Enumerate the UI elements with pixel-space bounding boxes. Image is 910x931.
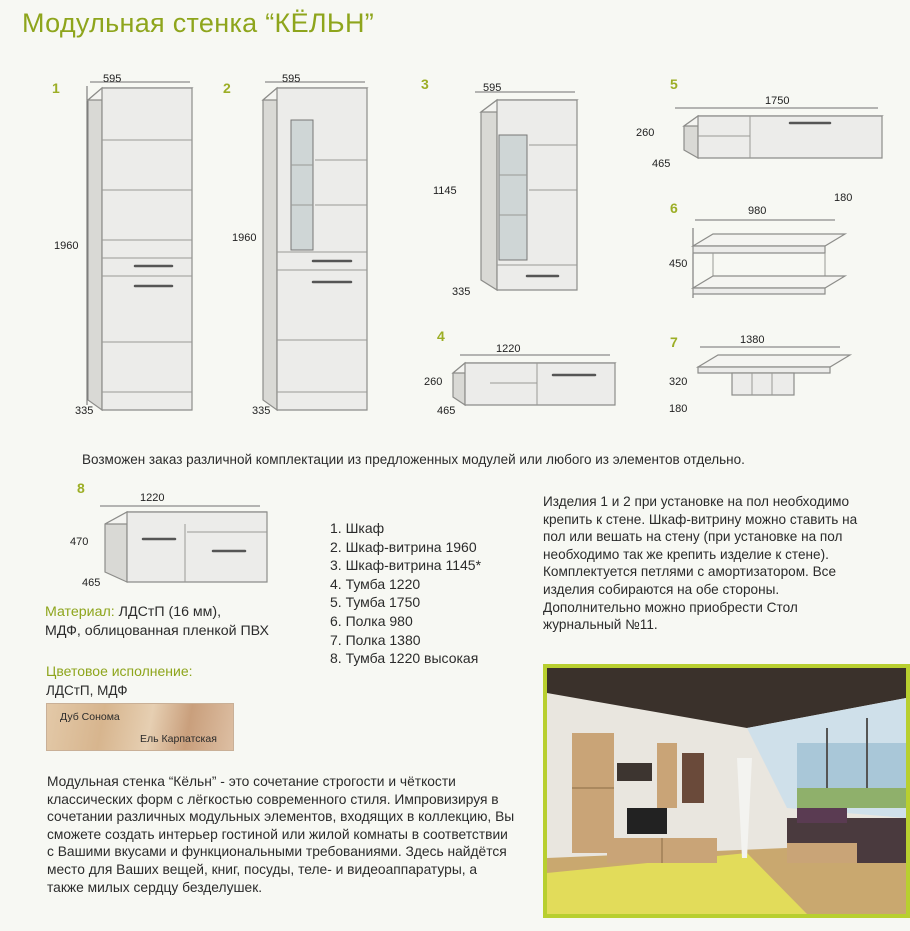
module-6-height: 450	[669, 258, 688, 270]
swatch-label-2: Ель Карпатская	[140, 733, 217, 745]
module-8-number: 8	[77, 480, 85, 496]
color-title: Цветовое исполнение:	[46, 663, 193, 679]
module-7-height: 320	[669, 376, 688, 388]
module-8-drawing	[95, 494, 275, 594]
module-6-number: 6	[670, 200, 678, 216]
module-1-height: 1960	[54, 240, 79, 252]
module-7-width: 1380	[740, 334, 765, 346]
module-5-drawing	[660, 98, 885, 168]
module-6-drawing	[685, 198, 855, 308]
module-6-width: 980	[748, 205, 767, 217]
list-item: 7. Полка 1380	[330, 631, 421, 648]
module-6-depth-top: 180	[834, 192, 853, 204]
module-5-height: 260	[636, 127, 655, 139]
module-list	[330, 519, 481, 668]
module-7-depth: 180	[669, 403, 688, 415]
module-1-drawing	[70, 80, 200, 420]
module-8-depth: 465	[82, 577, 101, 589]
list-item: 4. Тумба 1220	[330, 575, 421, 592]
module-7-drawing	[690, 335, 860, 410]
material-line-1: ЛДСтП (16 мм),	[118, 604, 222, 620]
module-4-number: 4	[437, 328, 445, 344]
module-2-depth: 335	[252, 405, 271, 417]
order-note: Возможен заказ различной комплектации из предложенных модулей или любого из элементов отдельно.	[82, 452, 745, 467]
module-1-depth: 335	[75, 405, 94, 417]
interior-photo-illustration	[547, 668, 906, 914]
material-line-2: МДФ, облицованная пленкой ПВХ	[45, 623, 269, 639]
page-title: Модульная стенка “КЁЛЬН”	[22, 8, 375, 38]
module-1-number: 1	[52, 80, 60, 96]
list-item: 3. Шкаф-витрина 1145*	[330, 557, 482, 574]
module-2-height: 1960	[232, 232, 257, 244]
material-label: Материал:	[45, 604, 115, 620]
module-3-number: 3	[421, 76, 429, 92]
list-item: 6. Полка 980	[330, 612, 413, 629]
installation-note: Изделия 1 и 2 при установке на пол необходимо крепить к стене. Шкаф-витрину можно ставить на пол или вешать на стену (при установке на пол необходимо так же крепить изделие к стене). Комплектуется петлями с амортизатором. Все изделия собираются на обе стороны. Дополнительно можно приобрести Стол журнальный №11.	[543, 494, 858, 633]
module-3-drawing	[455, 90, 585, 300]
module-5-width: 1750	[765, 95, 790, 107]
module-5-number: 5	[670, 76, 678, 92]
list-item: 2. Шкаф-витрина 1960	[330, 538, 477, 555]
module-8-height: 470	[70, 536, 89, 548]
module-3-width: 595	[483, 82, 502, 94]
module-2-width: 595	[282, 73, 301, 85]
module-4-height: 260	[424, 376, 443, 388]
module-8-width: 1220	[140, 492, 165, 504]
material-block	[45, 603, 269, 641]
swatch-label-1: Дуб Сонома	[60, 711, 120, 723]
module-4-depth: 465	[437, 405, 456, 417]
module-3-depth: 335	[452, 286, 471, 298]
list-item: 1. Шкаф	[330, 520, 385, 536]
module-4-drawing	[445, 345, 620, 415]
list-item: 5. Тумба 1750	[330, 594, 421, 611]
interior-photo	[543, 664, 910, 918]
module-2-drawing	[245, 80, 375, 420]
module-3-height: 1145	[433, 185, 457, 197]
module-4-width: 1220	[496, 343, 521, 355]
module-5-depth: 465	[652, 158, 671, 170]
module-2-number: 2	[223, 80, 231, 96]
module-1-width: 595	[103, 73, 122, 85]
list-item: 8. Тумба 1220 высокая	[330, 650, 479, 667]
module-7-number: 7	[670, 334, 678, 350]
description-text: Модульная стенка “Кёльн” - это сочетание строгости и чёткости классических форм с лёгкостью современного стиля. Импровизируя в сочетании различных модульных элементов, входящих в коллекцию, Вы сможете создать интерьер гостиной или жилой комнаты в соответствии с Вашими вкусами и функциональными требованиями. Здесь найдётся место для Ваших вещей, книг, посуды, теле- и видеоаппаратуры, а также милых сердцу безделушек.	[47, 774, 515, 895]
color-subtitle: ЛДСтП, МДФ	[46, 683, 128, 698]
